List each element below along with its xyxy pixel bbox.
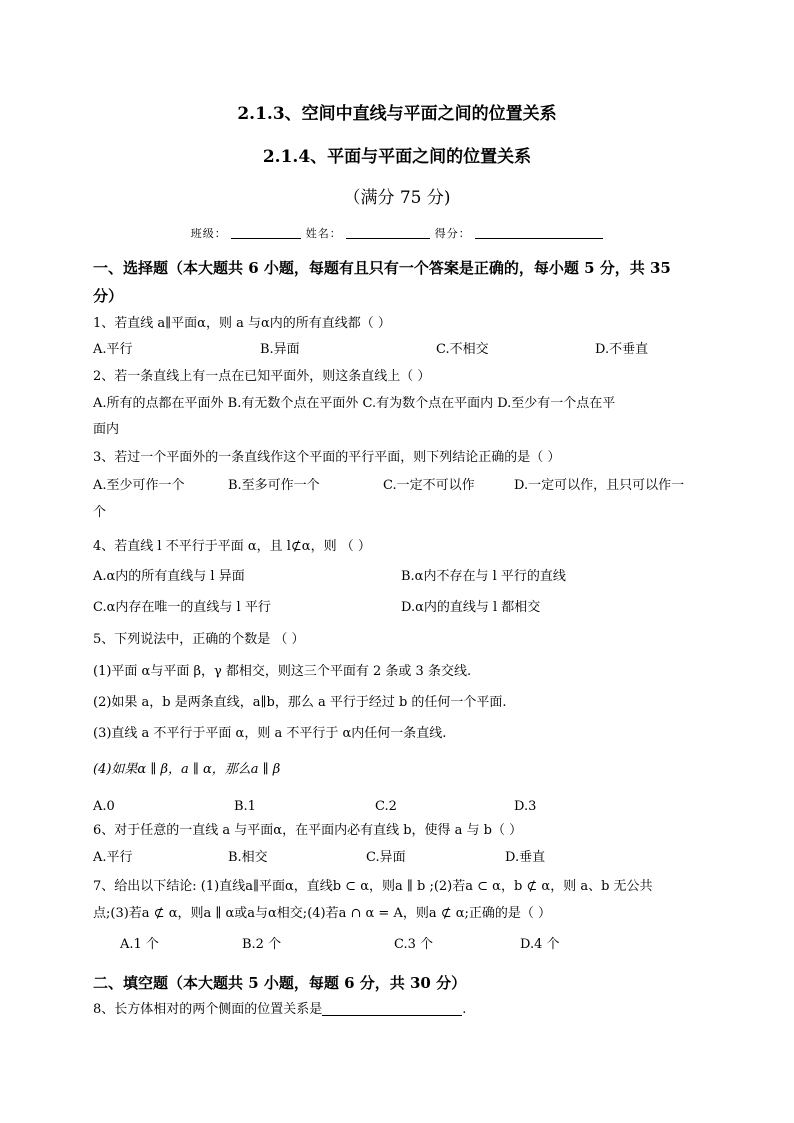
q7-line2: 点;(3)若a ⊄ α，则a ∥ α或a与α相交;(4)若a ∩ α = A，则a ⊄ α;正确的是（ ）	[93, 906, 552, 921]
q1-option-a[interactable]: A.平行	[93, 342, 133, 357]
q2-options-line1[interactable]: A.所有的点都在平面外 B.有无数个点在平面外 C.有为数个点在平面内 D.至少有一个点在平	[93, 396, 616, 411]
q3-option-d[interactable]: D.一定可以作，且只可以作一	[514, 478, 685, 493]
q3-option-a[interactable]: A.至少可作一个	[93, 478, 185, 493]
score-blank[interactable]	[475, 226, 603, 239]
q6-stem: 6、对于任意的一直线 a 与平面α，在平面内必有直线 b，使得 a 与 b（ ）	[93, 823, 523, 838]
q3-option-d-continued: 个	[93, 505, 107, 520]
q7-option-a[interactable]: A.1 个	[120, 937, 159, 952]
section2-heading: 二、填空题（本大题共 5 小题，每题 6 分，共 30 分）	[93, 974, 467, 992]
q8-line	[93, 1000, 705, 1020]
section1-heading-line2: 分）	[93, 287, 124, 305]
q5-option-d[interactable]: D.3	[514, 799, 537, 814]
q8-stem: 8、长方体相对的两个侧面的位置关系是	[93, 1002, 323, 1017]
q6-option-c[interactable]: C.异面	[366, 850, 406, 865]
q4-option-c[interactable]: C.α内存在唯一的直线与 l 平行	[93, 600, 271, 615]
q7-line1: 7、给出以下结论: (1)直线a∥平面α，直线b ⊂ α，则a ∥ b ;(2)若a ⊂ α，b ⊄ α，则 a、b 无公共	[93, 879, 653, 894]
q4-stem: 4、若直线 l 不平行于平面 α，且 l⊄α，则 （ ）	[93, 539, 371, 554]
q5-statement-4: (4)如果α ∥ β，a ∥ α，那么a ∥ β	[93, 762, 281, 777]
q1-option-c[interactable]: C.不相交	[436, 342, 489, 357]
q4-option-d[interactable]: D.α内的直线与 l 都相交	[401, 600, 541, 615]
q8-end-period: .	[462, 1002, 467, 1017]
student-info-row	[0, 226, 794, 242]
q8-answer-blank[interactable]	[322, 1001, 462, 1016]
q6-option-b[interactable]: B.相交	[228, 850, 268, 865]
name-blank[interactable]	[346, 226, 430, 239]
q5-option-b[interactable]: B.1	[234, 799, 256, 814]
q5-statement-1: (1)平面 α与平面 β，γ 都相交，则这三个平面有 2 条或 3 条交线.	[93, 664, 472, 679]
full-score-note: （满分 75 分)	[343, 188, 451, 208]
title-2-1-4: 2.1.4、平面与平面之间的位置关系	[262, 147, 532, 167]
q7-option-c[interactable]: C.3 个	[394, 937, 434, 952]
q2-options-line2[interactable]: 面内	[93, 422, 120, 437]
q5-option-a[interactable]: A.0	[93, 799, 115, 814]
q1-option-b[interactable]: B.异面	[260, 342, 300, 357]
section1-heading-line1: 一、选择题（本大题共 6 小题，每题有且只有一个答案是正确的，每小题 5 分，共 35	[93, 259, 671, 277]
title-2-1-3: 2.1.3、空间中直线与平面之间的位置关系	[237, 104, 557, 124]
q2-stem: 2、若一条直线上有一点在已知平面外，则这条直线上（ ）	[93, 369, 431, 384]
q1-option-d[interactable]: D.不垂直	[595, 342, 649, 357]
name-label: 姓名：	[305, 227, 342, 240]
score-label: 得分：	[434, 227, 471, 240]
q7-option-d[interactable]: D.4 个	[520, 937, 560, 952]
q5-statement-3: (3)直线 a 不平行于平面 α，则 a 不平行于 α内任何一条直线.	[93, 726, 447, 741]
q6-option-a[interactable]: A.平行	[93, 850, 133, 865]
class-label: 班级：	[190, 227, 227, 240]
q6-option-d[interactable]: D.垂直	[505, 850, 546, 865]
q5-statement-2: (2)如果 a，b 是两条直线，a∥b，那么 a 平行于经过 b 的任何一个平面.	[93, 695, 507, 710]
q5-stem: 5、下列说法中，正确的个数是 （ ）	[93, 632, 305, 647]
q4-option-a[interactable]: A.α内的所有直线与 l 异面	[93, 569, 245, 584]
q3-option-c[interactable]: C.一定不可以作	[383, 478, 475, 493]
q7-option-b[interactable]: B.2 个	[242, 937, 282, 952]
class-blank[interactable]	[231, 226, 301, 239]
q4-option-b[interactable]: B.α内不存在与 l 平行的直线	[401, 569, 566, 584]
q1-stem: 1、若直线 a∥平面α，则 a 与α内的所有直线都（ ）	[93, 316, 391, 331]
q3-option-b[interactable]: B.至多可作一个	[228, 478, 320, 493]
q3-stem: 3、若过一个平面外的一条直线作这个平面的平行平面，则下列结论正确的是（ ）	[93, 450, 561, 465]
q5-option-c[interactable]: C.2	[375, 799, 397, 814]
